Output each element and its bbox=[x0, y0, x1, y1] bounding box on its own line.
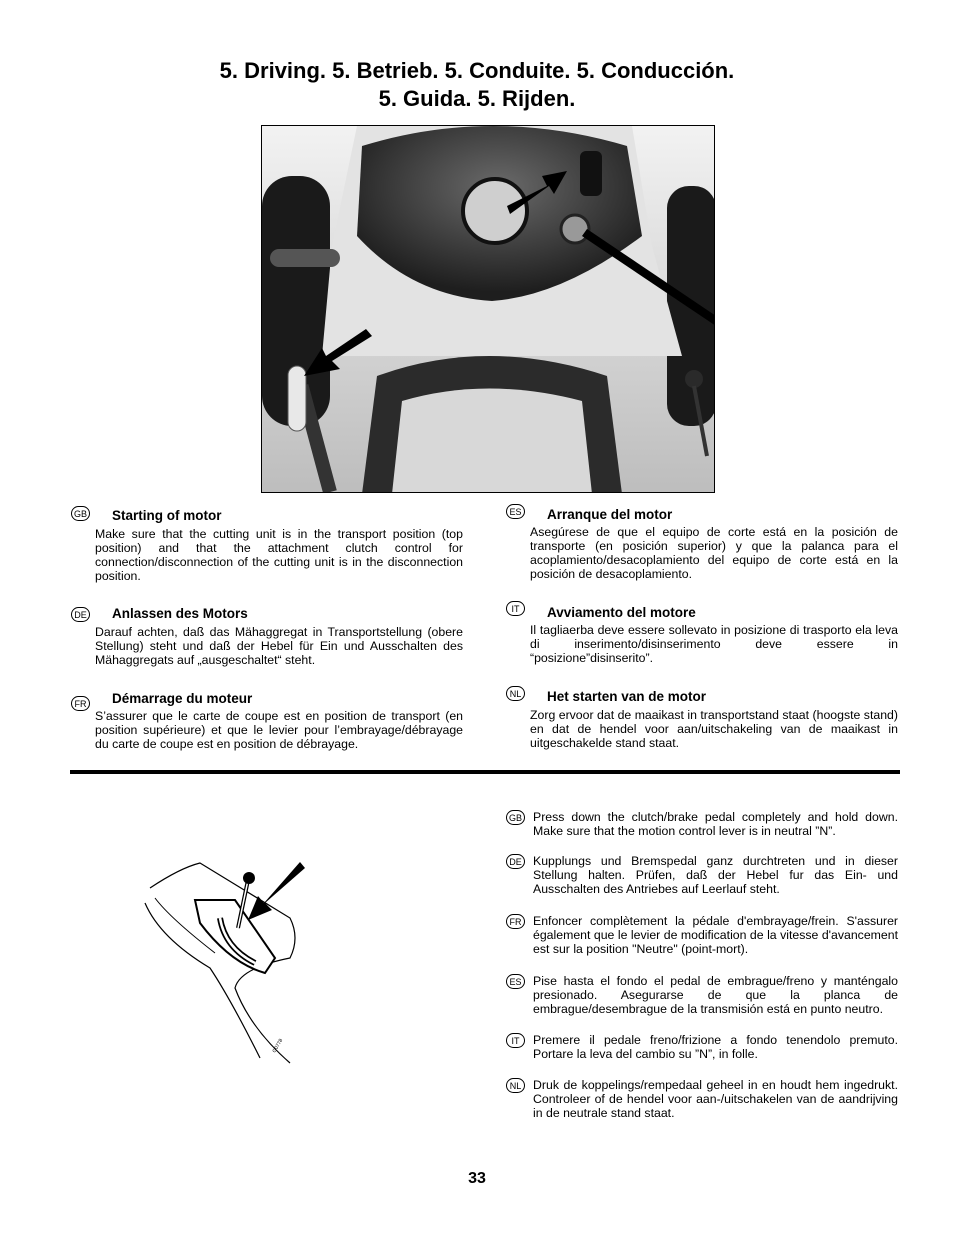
section-heading-it: Avviamento del motore bbox=[547, 605, 696, 620]
tractor-controls-photo bbox=[261, 125, 715, 493]
section-heading-de: Anlassen des Motors bbox=[112, 606, 248, 621]
lang-badge-gb-2: GB bbox=[506, 810, 525, 825]
page-number: 33 bbox=[468, 1170, 486, 1187]
page-title-line-2: 5. Guida. 5. Rijden. bbox=[378, 86, 576, 111]
instruction-text-it: Premere il pedale freno/frizione a fondo tenendolo premuto. Portare la leva del cambio su ”N”, in folle. bbox=[533, 1033, 898, 1061]
section-heading-fr: Démarrage du moteur bbox=[112, 691, 253, 706]
section-heading-nl: Het starten van de motor bbox=[547, 689, 707, 704]
gear-lever-illustration bbox=[140, 858, 310, 1068]
section-heading-gb: Starting of motor bbox=[112, 508, 222, 523]
page-title-line-1: 5. Driving. 5. Betrieb. 5. Conduite. 5. Conducción. bbox=[219, 58, 735, 83]
section-text-it: Il tagliaerba deve essere sollevato in posizione di trasporto ela leva di inserimento/disinserimento deve essere in “posizione”disinserito”. bbox=[530, 623, 898, 665]
instruction-text-es: Pise hasta el fondo el pedal de embrague/freno y manténgalo presionado. Asegurarse de que la planca de embrague/desembrague de la transmisión está en punto neutro. bbox=[533, 974, 898, 1016]
lang-badge-gb: GB bbox=[71, 506, 90, 521]
lang-badge-fr-2: FR bbox=[506, 914, 525, 929]
illustration-code: G0778 bbox=[271, 1037, 285, 1054]
instruction-text-gb: Press down the clutch/brake pedal completely and hold down. Make sure that the motion control lever is in neutral ”N”. bbox=[533, 810, 898, 838]
lang-badge-fr: FR bbox=[71, 696, 90, 711]
instruction-text-fr: Enfoncer complètement la pédale d'embrayage/frein. S'assurer également que le levier de modification de la vitesse d'avancement est sur la position "Neutre" (point-mort). bbox=[533, 914, 898, 956]
section-heading-es: Arranque del motor bbox=[547, 507, 673, 522]
instruction-text-de: Kupplungs und Bremspedal ganz durchtreten und in dieser Stellung halten. Prüfen, daß der Hebel fur das Ein- und Ausschalten des Antriebes auf Leerlauf steht. bbox=[533, 854, 898, 896]
lang-badge-es: ES bbox=[506, 504, 525, 519]
lang-badge-es-2: ES bbox=[506, 974, 525, 989]
section-text-es: Asegúrese de que el equipo de corte está en la posición de transporte (en posición superior) y que la palanca para el acoplamiento/desacoplamiento del equipo de corte está en la posición de desacoplamiento. bbox=[530, 525, 898, 581]
lang-badge-it-2: IT bbox=[506, 1033, 525, 1048]
instruction-text-nl: Druk de koppelings/rempedaal geheel in en houdt hem ingedrukt. Controleer of de hendel voor aan-/uitschakelen van de aandrijving in de neutrale stand staat. bbox=[533, 1078, 898, 1120]
lang-badge-nl-2: NL bbox=[506, 1078, 525, 1093]
section-text-fr: S’assurer que le carte de coupe est en position de transport (en position supérieure) et que le levier pour l’embrayage/débrayage du carte de coupe est en position de débrayage. bbox=[95, 709, 463, 751]
section-text-nl: Zorg ervoor dat de maaikast in transportstand staat (hoogste stand) en dat de hendel voor aan/uitschakeling van de maaikast in uitgeschakelde stand staat. bbox=[530, 708, 898, 750]
lang-badge-de-2: DE bbox=[506, 854, 525, 869]
lang-badge-nl: NL bbox=[506, 686, 525, 701]
section-divider bbox=[70, 770, 900, 774]
lang-badge-it: IT bbox=[506, 601, 525, 616]
section-text-de: Darauf achten, daß das Mähaggregat in Transportstellung (obere Stellung) steht und daß der Hebel für Ein und Ausschalten des Mähaggregats auf „ausgeschaltet“ steht. bbox=[95, 625, 463, 667]
section-text-gb: Make sure that the cutting unit is in the transport position (top position) and that the attachment clutch control for connection/disconnection of the cutting unit is in the disconnection position. bbox=[95, 527, 463, 583]
lang-badge-de: DE bbox=[71, 607, 90, 622]
